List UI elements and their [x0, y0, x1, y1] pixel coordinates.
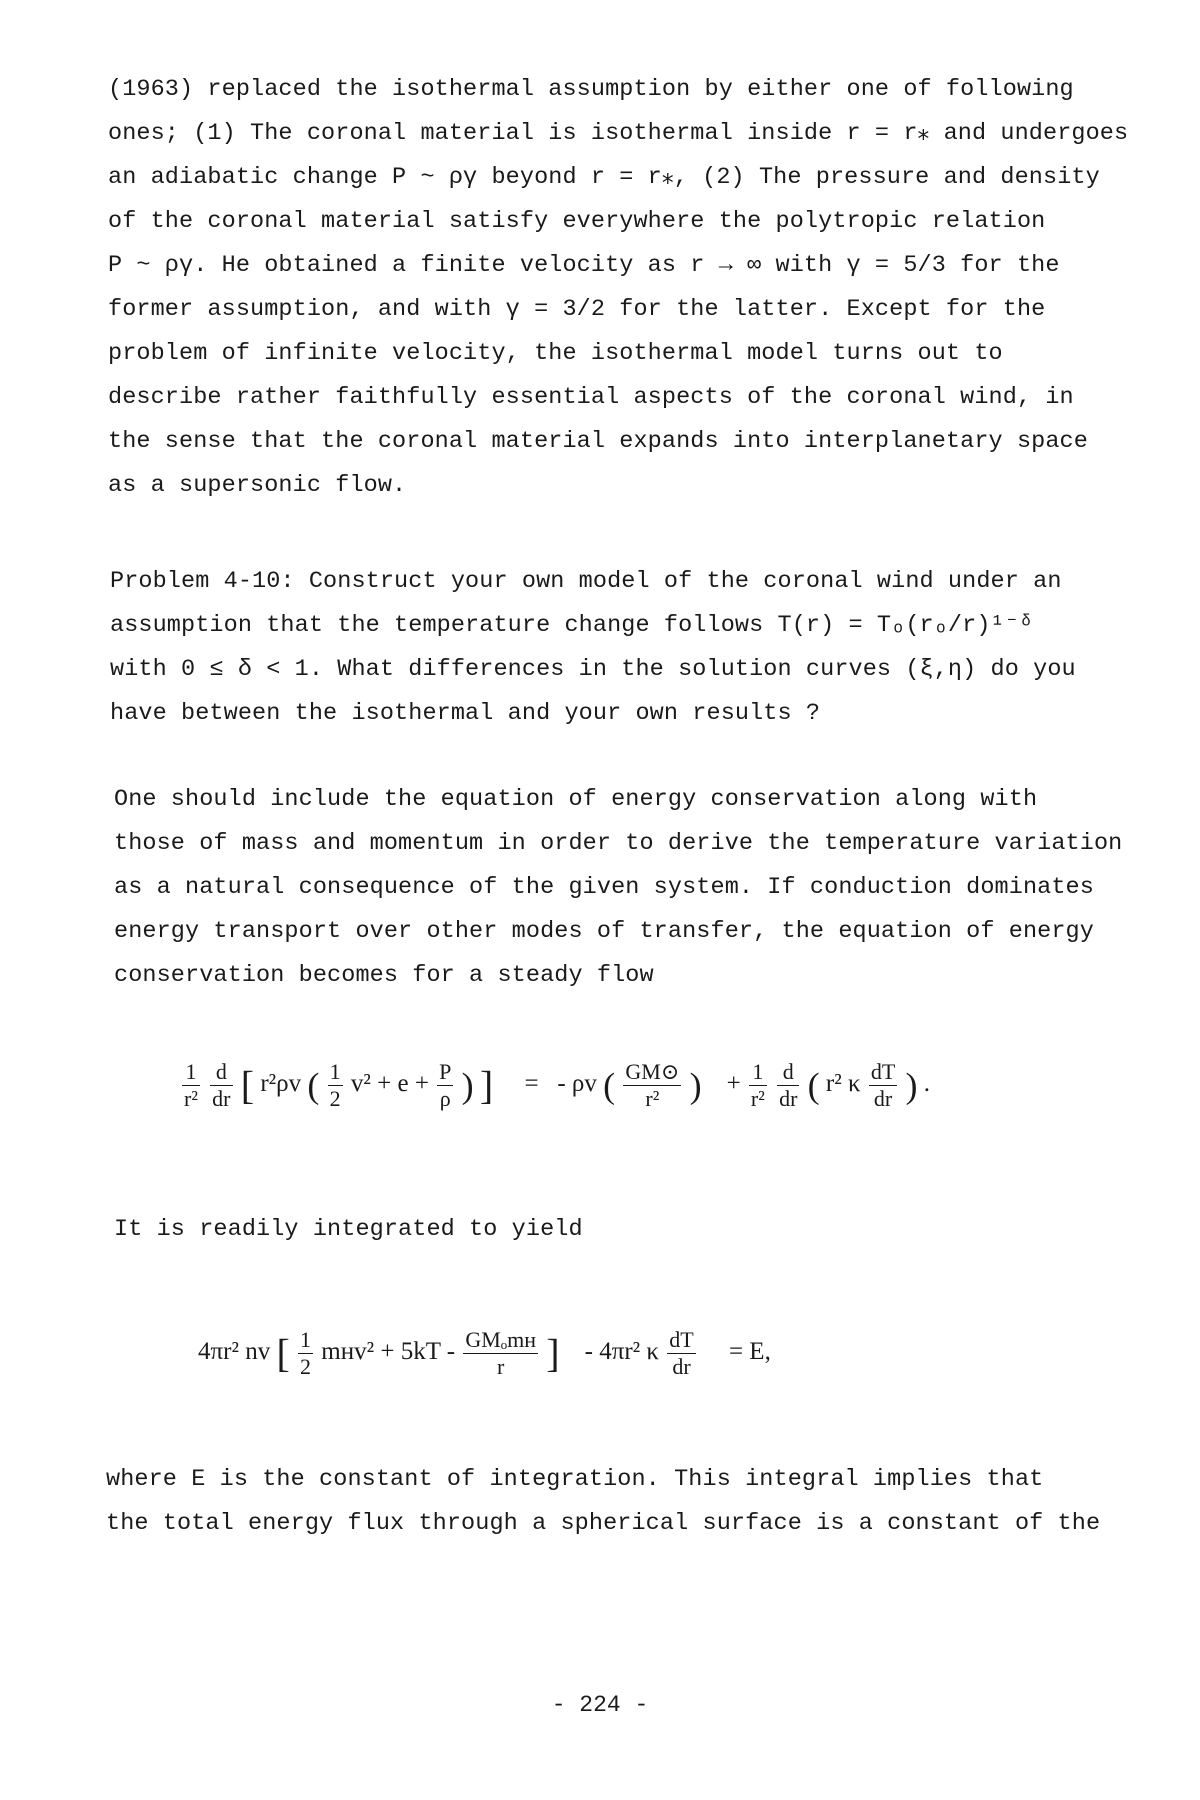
- bracket: [: [240, 1062, 255, 1108]
- text-line: (1963) replaced the isothermal assumption by either one of following: [108, 76, 1074, 103]
- eq-term: - ρv: [557, 1070, 597, 1098]
- text-line: conservation becomes for a steady flow: [114, 962, 654, 989]
- paren: (: [603, 1065, 616, 1106]
- energy-conservation-equation: [180, 1060, 930, 1111]
- eq-term: - 4πr² κ: [584, 1338, 659, 1366]
- fraction: $\frac{1}{\text{r²}}$: [750, 1059, 765, 1111]
- fraction: $\frac{P}{\rho}$: [439, 1059, 452, 1111]
- eq-term: 4πr² nv: [198, 1338, 271, 1366]
- eq-term: mʜv² + 5kT -: [321, 1338, 456, 1366]
- eq-term: =: [524, 1070, 539, 1098]
- text-line: of the coronal material satisfy everywhere the polytropic relation: [108, 208, 1046, 235]
- paren: ): [905, 1065, 918, 1106]
- fraction: $\frac{dT}{dr}$: [669, 1327, 694, 1379]
- paragraph-2: [114, 778, 1122, 998]
- fraction: $\frac{1}{2}$: [300, 1327, 312, 1379]
- text-line: with 0 ≤ δ < 1. What differences in the solution curves (ξ,η) do you: [110, 656, 1076, 683]
- text-line: as a natural consequence of the given system. If conduction dominates: [114, 874, 1094, 901]
- eq-term: r²ρv: [260, 1070, 302, 1098]
- text-line: where E is the constant of integration. This integral implies that: [106, 1466, 1044, 1493]
- eq-term: +: [726, 1070, 741, 1098]
- bracket: ]: [546, 1330, 560, 1376]
- text-line: the total energy flux through a spherical surface is a constant of the: [106, 1510, 1101, 1537]
- text-line: One should include the equation of energy conservation along with: [114, 786, 1038, 813]
- eq-term: = E,: [728, 1338, 771, 1366]
- paren: (: [307, 1065, 320, 1106]
- bracket: [: [276, 1330, 290, 1376]
- text-line: the sense that the coronal material expands into interplanetary space: [108, 428, 1088, 455]
- text-line: Problem 4-10: Construct your own model of the coronal wind under an: [110, 568, 1062, 595]
- fraction: $\frac{GM⊙}{\text{r²}}$: [625, 1059, 680, 1111]
- eq-term: r² κ: [825, 1070, 861, 1098]
- fraction: $\frac{dT}{dr}$: [870, 1059, 896, 1111]
- paren: ): [689, 1065, 702, 1106]
- text-line: former assumption, and with γ = 3/2 for the latter. Except for the: [108, 296, 1046, 323]
- text-line: those of mass and momentum in order to derive the temperature variation: [114, 830, 1123, 857]
- text-line: as a supersonic flow.: [108, 472, 407, 499]
- eq-term: .: [923, 1070, 931, 1098]
- text-line: an adiabatic change P ~ ργ beyond r = r⁎, (2) The pressure and density: [108, 164, 1100, 191]
- text-line: P ~ ργ. He obtained a finite velocity as r → ∞ with γ = 5/3 for the: [108, 252, 1060, 279]
- fraction: $\frac{d}{dr}$: [212, 1059, 231, 1111]
- fraction: $\frac{1}{\text{r²}}$: [184, 1059, 198, 1111]
- text-line: have between the isothermal and your own results ?: [110, 700, 821, 727]
- paragraph-3: [106, 1458, 1100, 1546]
- text-line: describe rather faithfully essential aspects of the coronal wind, in: [108, 384, 1074, 411]
- integrated-text: [114, 1208, 583, 1252]
- paren: (: [807, 1065, 820, 1106]
- text-line: problem of infinite velocity, the isothermal model turns out to: [108, 340, 1003, 367]
- fraction: $\frac{d}{dr}$: [779, 1059, 798, 1111]
- paren: ): [461, 1065, 474, 1106]
- text-line: assumption that the temperature change follows T(r) = Tₒ(rₒ/r)¹⁻ᵟ: [110, 612, 1034, 639]
- bracket: ]: [479, 1062, 494, 1108]
- problem-4-10: [110, 560, 1076, 736]
- text-line: energy transport over other modes of transfer, the equation of energy: [114, 918, 1094, 945]
- page-number: - 224 -: [551, 1692, 649, 1718]
- fraction: $\frac{\text{GMₒmʜ}}{r}$: [465, 1327, 537, 1379]
- fraction: $\frac{1}{2}$: [329, 1059, 341, 1111]
- eq-term: v² + e +: [350, 1070, 429, 1098]
- integrated-energy-equation: [198, 1328, 771, 1379]
- text-line: ones; (1) The coronal material is isothermal inside r = r⁎ and undergoes: [108, 120, 1129, 147]
- paragraph-1: [108, 68, 1128, 508]
- text-line: It is readily integrated to yield: [114, 1216, 583, 1243]
